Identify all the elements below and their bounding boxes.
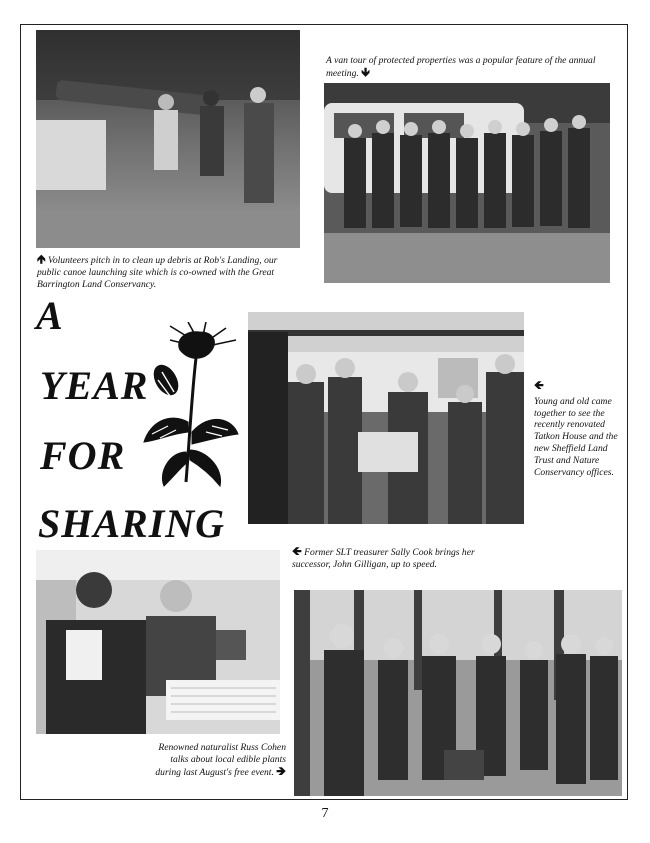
- caption-treasurer: [292, 546, 512, 571]
- arrow-down-icon: 🡻: [361, 64, 370, 79]
- photo-tatkon-house-image: [248, 312, 524, 524]
- photo-woods-image: [294, 590, 622, 796]
- photo-canoe-cleanup-image: [36, 30, 300, 248]
- arrow-left-icon-2: 🡸: [292, 544, 302, 558]
- caption-tatkon-text: Young and old came together to see the recently renovated Tatkon House and the new Sheffield Land Trust and Nature Conservancy offices.: [534, 395, 618, 478]
- thistle-icon: [140, 322, 240, 492]
- photo-van-tour: [324, 83, 610, 283]
- caption-volunteers-text: Volunteers pitch in to clean up debris at Rob's Landing, our public canoe launching site which is co-owned with the Great Barrington Land Conservancy.: [37, 255, 278, 290]
- photo-van-tour-image: [324, 83, 610, 283]
- arrow-left-icon: 🡸: [534, 378, 544, 392]
- photo-office: [36, 550, 280, 734]
- page-number: 7: [321, 806, 329, 821]
- title-line-for: FOR: [40, 433, 126, 478]
- title-line-year: YEAR: [40, 363, 149, 408]
- caption-van-tour: [326, 55, 606, 80]
- caption-naturalist-text: Renowned naturalist Russ Cohen talks about local edible plants during last August's free event.: [155, 742, 286, 778]
- photo-woods: [294, 590, 622, 796]
- arrow-up-icon: 🡹: [37, 252, 46, 266]
- caption-treasurer-text: Former SLT treasurer Sally Cook brings her successor, John Gilligan, up to speed.: [292, 547, 475, 570]
- caption-naturalist: [146, 742, 286, 778]
- caption-volunteers: [37, 254, 299, 290]
- photo-office-image: [36, 550, 280, 734]
- title-line-sharing: SHARING: [38, 501, 226, 546]
- arrow-right-icon: 🡺: [276, 763, 286, 778]
- photo-tatkon-house: [248, 312, 524, 524]
- caption-van-tour-text: A van tour of protected properties was a popular feature of the annual meeting.: [326, 55, 596, 79]
- photo-canoe-cleanup: [36, 30, 300, 248]
- caption-tatkon: [534, 380, 618, 478]
- thistle-illustration: [140, 322, 240, 492]
- title-line-a: A: [36, 293, 64, 338]
